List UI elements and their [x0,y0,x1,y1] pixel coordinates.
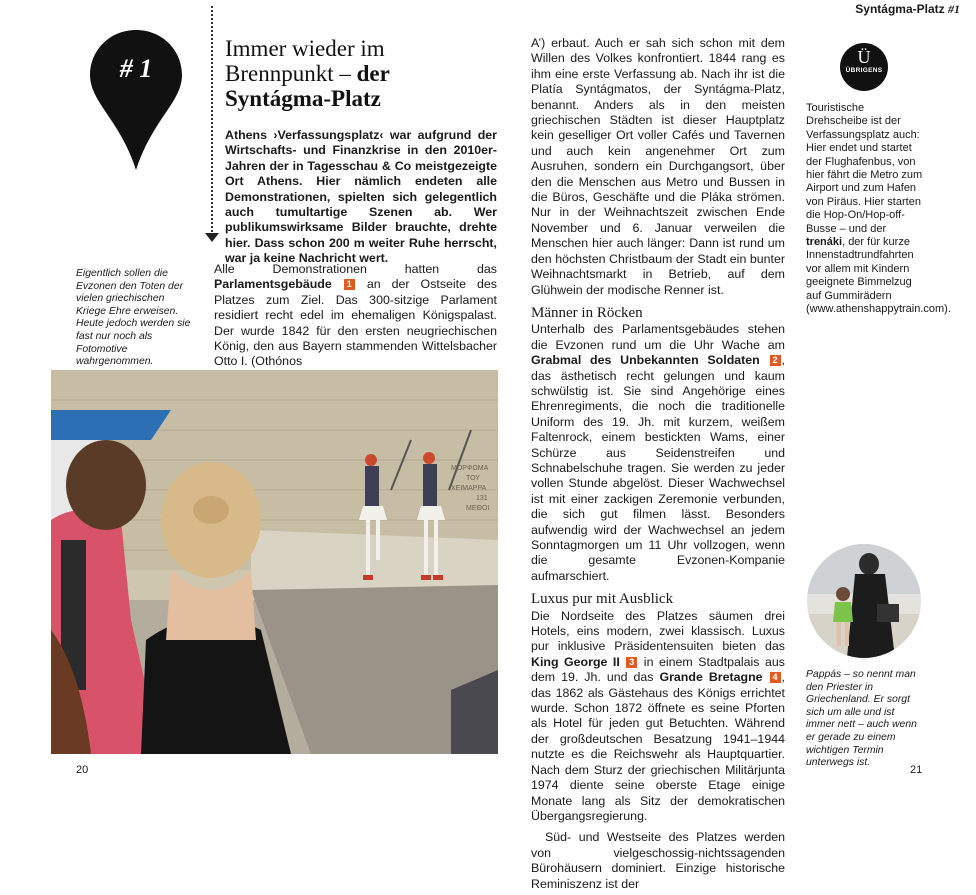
sidebar-note: Touristische Drehscheibe ist der Verfassungsplatz auch: Hier endet und startet der Flughafenbus, von hier fährt die Metro zum Airport und zum Hafen von Piräus. Hier starten die Hop-On/Hop-off-Busse – und der trenáki, der für kurze Innenstadtrundfahrten vor allem mit Kindern geeignete Bimmelzug auf Gummirädern (www.athenshappytrain.com). [806,102,951,316]
location-marker: 3 [626,657,637,668]
paragraph: Süd- und Westseite des Platzes werden von vielgeschossig-nichtssagenden Bürohäusern dominiert. Einzige historische Reminiszenz ist der [531,830,785,891]
sign-line: ΧΕΙΜΑΡΡΑ [451,485,487,492]
photo-caption-right: Pappás – so nennt man den Priester in Griechenland. Er sorgt sich um alle und ist immer nett – auch wenn er gerade zu einem wichtigen Termin unterwegs ist. [806,669,917,769]
location-marker: 4 [770,672,781,683]
priest-photo [807,544,921,658]
ubrigens-badge: Ü ÜBRIGENS [840,43,888,91]
pin-label: # 1 [119,54,153,83]
paragraph: Die Nordseite des Platzes säumen drei Hotels, eins modern, zwei klassisch. Luxus pur inklusive Präsidentensuiten bieten das King George II 3 in einem Stadtpalais aus dem 19. Jh. und das Grande Bretagne 4 , das 1862 als Gästehaus des Königs errichtet wurde. Schon 1872 öffnete es seine Pforten als Hotel für jeden gut Betuchten. Während der großdeutschen Besatzung 1941–1944 nutzte es die Reichswehr als Hauptquartier. Nach dem Sturz der griechischen Militärjunta 1974 diente seine oberste Etage einige Monate lang als Sitz der demokratischen Übergangsregierung. [531,608,785,823]
subheading: Männer in Röcken [531,304,643,321]
sign-line: ΜΕΘΟΙ [466,505,490,512]
subheading: Luxus pur mit Ausblick [531,591,674,608]
dotted-line [211,6,213,236]
header-title: Syntágma-Platz [855,2,945,16]
paragraph: A’) erbaut. Auch er sah sich schon mit dem Willen des Volkes konfrontiert. 1844 rang es ihm eine erste Verfassung ab. Nach ihr ist die Platía Syntágmatos, der Syntágma-Platz, benannt. Anders als in den meisten griechischen Städten ist dieser Hauptplatz kein geselliger Ort voller Cafés und Tavernen und auch kein angenehmer Ort zum Ausruhen, sondern ein Durchgangsort, über den die Menschen aus Metro und Bussen in die Büros, Geschäfte und die Pláka strömen. Nur in der Weihnachtszeit zwischen Ende November und 6. Januar verweilen die Menschen hier auch länger: Dann ist rund um den höchsten Christbaum der Stadt ein bunter Weihnachtsmarkt in Betrieb, auf dem Glühwein der modische Renner ist. [531,36,785,297]
sign-line: ΤΟΥ [466,475,481,482]
location-marker: 1 [344,279,355,290]
arrow-down-icon [205,233,219,242]
page-number-right: 21 [910,764,923,776]
paragraph: Unterhalb des Parlamentsgebäudes stehen die Evzonen rund um die Uhr Wache am Grabmal des Unbekannten Soldaten 2 , das ästhetisch recht gelungen und kaum schwülstig ist. Sie sind Angehörige eines Ehrenregiments, die noch die traditionelle Uniform des 19. Jh. mit kurzem, weißem Faltenrock, einem bestickten Wams, einer Schürze aus Seidenstreifen und Schnabelschuhe tragen. Sie werden zu jeder vollen Stunde abgelöst. Dieser Wachwechsel ist mit einer zackigen Zeremonie verbunden, die sich gut filmen lässt. Besonders aufwendig wird der Wachwechsel an jedem Sonntagmorgen um 11 Uhr vollzogen, wenn die gesamte Evzonen-Kompanie aufmarschiert. [531,322,785,583]
page-number-left: 20 [76,764,89,776]
running-header [770,2,960,17]
sign-line: 131 [476,495,488,502]
column-2-text [531,36,785,895]
sign-line: ΜΟΡΦΩΜΑ [451,465,489,472]
map-pin-icon [90,30,182,170]
intro-paragraph: Athens ›Verfassungsplatz‹ war aufgrund der Wirtschafts- und Finanzkrise in den 2010er-Jahren der in Tagesschau & Co meistgezeigte Ort Athens. Hier nämlich endeten alle Demonstrationen, spielten sich gelegentlich auch tumultartige Szenen ab. Wer publikumswirksame Bilder brauchte, drehte hier. Dass schon 200 m weiter Ruhe herrscht, war ja keine Nachricht wert. [225,128,497,266]
column-1-text: Alle Demonstrationen hatten das Parlamentsgebäude 1 an der Ostseite des Platzes zum Ziel. Das 300-sitzige Parlament residiert recht edel im ehemaligen Königspalast. Der wurde 1842 für den ersten neugriechischen König, den aus Bayern stammenden Wittelsbacher Otto I. (Othónos [214,262,497,369]
header-number: #1 [948,2,960,16]
evzones-photo [51,370,498,754]
chapter-title: Immer wieder im Brennpunkt – der Syntágma-Platz [225,36,390,111]
location-marker: 2 [770,355,781,366]
photo-caption-left: Eigentlich sollen die Evzonen den Toten der vielen griechischen Kriege Ehre erweisen. Heute jedoch werden sie fast nur noch als Fotomotive wahrgenommen. [76,268,191,368]
